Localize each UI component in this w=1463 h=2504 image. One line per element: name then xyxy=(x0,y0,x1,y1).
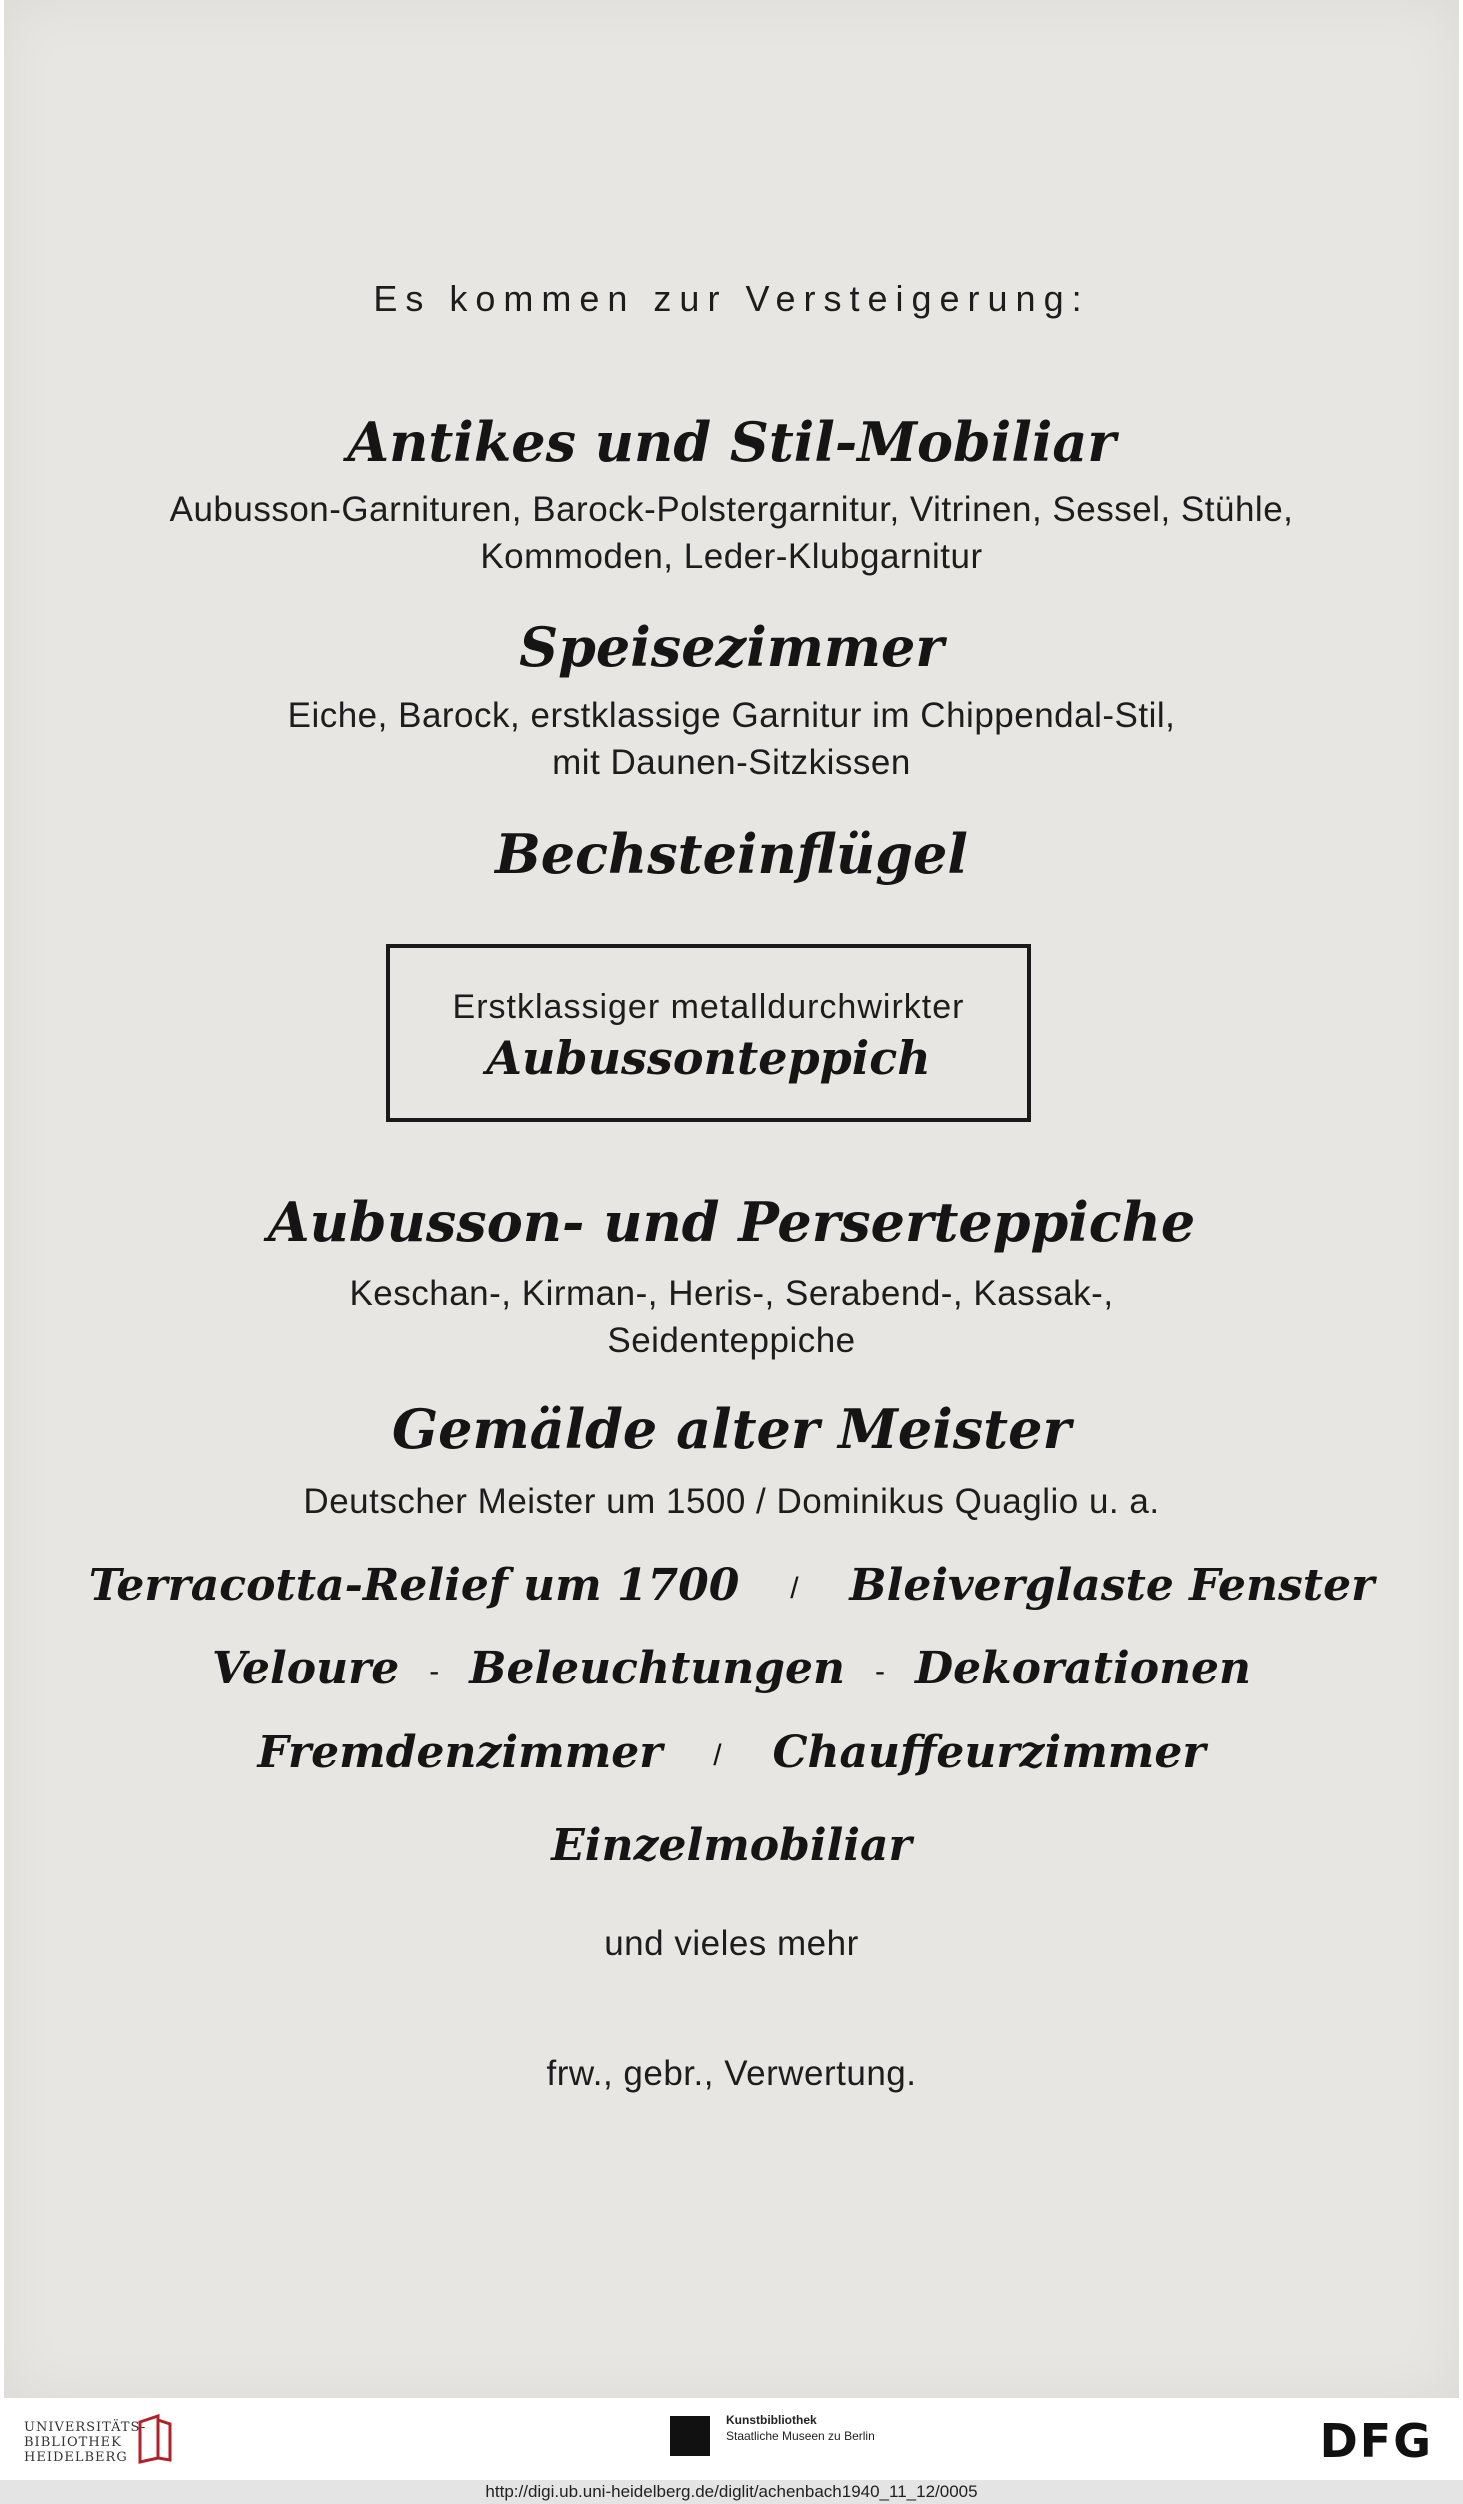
beleuchtungen-text: Beleuchtungen xyxy=(469,1643,845,1694)
kunstbibliothek-name: Kunstbibliothek Staatliche Museen zu Berlin xyxy=(726,2413,875,2443)
separator: / xyxy=(713,1738,722,1772)
teppiche-line-2: Seidenteppiche xyxy=(607,1321,856,1360)
heading-bechsteinfluegel: Bechsteinflügel xyxy=(495,822,968,886)
heading-teppiche: Aubusson- und Perserteppiche xyxy=(267,1190,1196,1254)
university-logo-icon xyxy=(136,2414,176,2464)
heading-gemaelde: Gemälde alter Meister xyxy=(392,1397,1071,1461)
fremdenzimmer-text: Fremdenzimmer xyxy=(257,1727,663,1778)
row-terracotta xyxy=(0,1560,1463,1611)
row-einzelmobiliar: Einzelmobiliar xyxy=(551,1820,912,1871)
bleiverglaste-text: Bleiverglaste Fenster xyxy=(849,1560,1375,1611)
terracotta-text: Terracotta-Relief um 1700 xyxy=(88,1560,740,1611)
box-line-2: Aubussonteppich xyxy=(486,1031,931,1085)
gemaelde-line-1: Deutscher Meister um 1500 / Dominikus Quaglio u. a. xyxy=(303,1482,1160,1521)
source-url[interactable]: http://digi.ub.uni-heidelberg.de/diglit/achenbach1940_11_12/0005 xyxy=(0,2480,1463,2504)
heading-speisezimmer: Speisezimmer xyxy=(519,615,944,679)
closing-line: frw., gebr., Verwertung. xyxy=(546,2054,917,2093)
speisezimmer-line-2: mit Daunen-Sitzkissen xyxy=(552,743,911,782)
dfg-logo: DFG xyxy=(1319,2414,1433,2468)
footer-bar xyxy=(4,2398,1459,2480)
heading-antikes: Antikes und Stil-Mobiliar xyxy=(347,410,1116,474)
highlight-box xyxy=(386,944,1031,1122)
speisezimmer-line-1: Eiche, Barock, erstklassige Garnitur im Chippendal-Stil, xyxy=(287,696,1176,735)
university-library-name: UNIVERSITÄTS- BIBLIOTHEK HEIDELBERG xyxy=(24,2420,147,2465)
teppiche-line-1: Keschan-, Kirman-, Heris-, Serabend-, Kassak-, xyxy=(349,1274,1114,1313)
chauffeurzimmer-text: Chauffeurzimmer xyxy=(772,1727,1206,1778)
separator: - xyxy=(875,1654,885,1688)
box-line-1: Erstklassiger metalldurchwirkter xyxy=(452,988,965,1026)
separator: / xyxy=(790,1571,799,1605)
intro-line: Es kommen zur Versteigerung: xyxy=(373,278,1090,319)
row-zimmer xyxy=(0,1727,1463,1778)
more-line: und vieles mehr xyxy=(604,1924,859,1963)
antikes-line-2: Kommoden, Leder-Klubgarnitur xyxy=(480,537,983,576)
separator: - xyxy=(429,1654,440,1688)
row-veloure xyxy=(0,1643,1463,1694)
dekorationen-text: Dekorationen xyxy=(915,1643,1252,1694)
kunstbibliothek-logo-icon xyxy=(670,2416,710,2456)
antikes-line-1: Aubusson-Garnituren, Barock-Polstergarnitur, Vitrinen, Sessel, Stühle, xyxy=(169,490,1294,529)
veloure-text: Veloure xyxy=(211,1643,400,1694)
